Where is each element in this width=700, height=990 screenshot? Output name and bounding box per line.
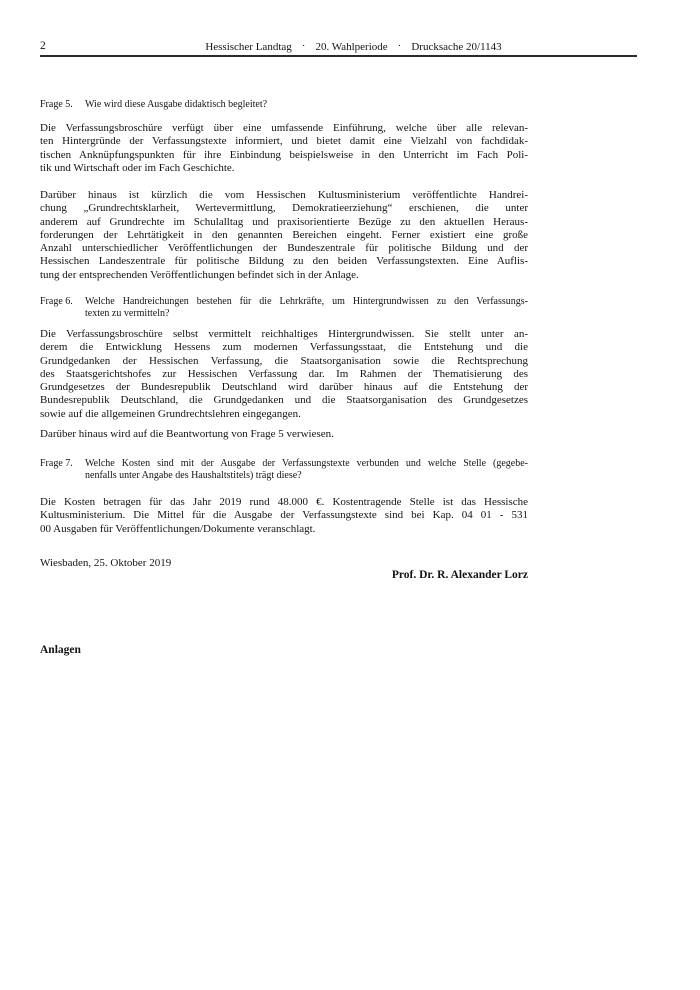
header-institution: Hessischer Landtag xyxy=(205,41,292,53)
text-line: Die Verfassungsbroschüre verfügt über eine umfassende Einführung, welche über alle relevan- xyxy=(40,122,528,134)
signature-name: Prof. Dr. R. Alexander Lorz xyxy=(391,569,528,581)
text-line: Bundesrepublik Deutschland, die Grundgedanken und die Staatsorganisation des Grundgesetzes xyxy=(40,394,528,407)
attachments-label: Anlagen xyxy=(40,644,81,656)
text-line: Kultusministerium. Die Mittel für die Ausgabe der Verfassungstexte sind bei Kap. 04 01 - 531 xyxy=(40,509,528,522)
text-line: ten Hintergründe der Verfassungstexte informiert, und bietet damit eine Vielzahl von fachdidak- xyxy=(40,135,528,148)
text-line: Die Verfassungsbroschüre selbst vermittelt reichhaltiges Hintergrundwissen. Sie stellt unter an- xyxy=(40,328,528,340)
text-line: Grundgesetzes der Bundesrepublik Deutschland wird darüber hinaus auf die Entstehung der xyxy=(40,381,528,394)
header-period: 20. Wahlperiode xyxy=(315,41,388,53)
text-line: nenfalls unter Angabe des Haushaltstitels) trägt diese? xyxy=(85,469,302,481)
question-6-text xyxy=(85,296,528,319)
text-line: Die Kosten betragen für das Jahr 2019 rund 48.000 €. Kostentragende Stelle ist das Hessische xyxy=(40,496,528,508)
header-rule xyxy=(40,55,637,57)
text-line: tischen Anknüpfungspunkten für ihre Einbindung beispielsweise in den Unterricht im Fach Poli- xyxy=(40,148,528,161)
text-line: Welche Kosten sind mit der Ausgabe der Verfassungstexte verbunden und welche Stelle (gegebe- xyxy=(85,458,528,469)
question-7 xyxy=(40,458,528,481)
question-6-label: Frage 6. xyxy=(40,296,73,307)
text-line: derem die Entwicklung Hessens zum modernen Verfassungsstaat, die Entstehung und die xyxy=(40,341,528,354)
text-line: des Staatsgerichtshofes zur Hessischen Verfassung dar. Im Rahmen der Thematisierung des xyxy=(40,367,528,380)
text-line: Wie wird diese Ausgabe didaktisch begleitet? xyxy=(85,99,268,110)
header-separator-dot: · xyxy=(301,40,306,52)
text-line: texten zu vermitteln? xyxy=(85,307,170,319)
text-line: tik und Wirtschaft oder im Fach Geschichte. xyxy=(40,161,235,174)
question-5 xyxy=(40,99,528,111)
text-line: Darüber hinaus ist kürzlich die vom Hessischen Kultusministerium veröffentlichte Handrei- xyxy=(40,189,528,201)
answer-paragraph-1 xyxy=(40,122,528,175)
answer-paragraph-2 xyxy=(40,189,528,282)
text-line: forderungen der Lehrtätigkeit in den genannten Bereichen eingeht. Ferner existiert eine große xyxy=(40,228,528,241)
header-document-id: Drucksache 20/1143 xyxy=(411,41,502,53)
question-5-text xyxy=(85,99,528,111)
answer-paragraph-5 xyxy=(40,496,528,536)
page-number: 2 xyxy=(40,40,46,52)
text-line: Hessischen Landeszentrale für politische Bildung zu den beiden Verfassungstexten. Eine Auflis- xyxy=(40,255,528,268)
text-line: chung „Grundrechtsklarheit, Wertevermittlung, Demokratieerziehung“ erschienen, die unter xyxy=(40,202,528,215)
text-line: Darüber hinaus wird auf die Beantwortung von Frage 5 verwiesen. xyxy=(40,428,334,440)
question-5-label: Frage 5. xyxy=(40,99,73,110)
place-date: Wiesbaden, 25. Oktober 2019 xyxy=(40,557,172,569)
answer-paragraph-3 xyxy=(40,328,528,421)
text-line: 00 Ausgaben für Veröffentlichungen/Dokumente veranschlagt. xyxy=(40,522,316,535)
text-line: Anzahl unterschiedlicher Veröffentlichungen der Bundeszentrale für politische Bildung und der xyxy=(40,242,528,255)
text-line: anderem auf Grundrechte im Schulalltag und praxisorientierte Bezüge zu den aktuellen Heraus- xyxy=(40,215,528,228)
header-separator-dot: · xyxy=(397,40,402,52)
text-line: Welche Handreichungen bestehen für die Lehrkräfte, um Hintergrundwissen zu den Verfassungs- xyxy=(85,296,528,307)
text-line: sowie auf die allgemeinen Grundrechtslehren eingegangen. xyxy=(40,407,301,420)
document-header xyxy=(40,41,667,53)
text-line: Grundgedanken der Hessischen Verfassung, die Staatsorganisation sowie die Rechtsprechung xyxy=(40,354,528,367)
text-line: tung der entsprechenden Veröffentlichungen befindet sich in der Anlage. xyxy=(40,268,359,281)
question-7-text xyxy=(85,458,528,481)
question-6 xyxy=(40,296,528,319)
answer-paragraph-4 xyxy=(40,428,528,441)
question-7-label: Frage 7. xyxy=(40,458,73,469)
